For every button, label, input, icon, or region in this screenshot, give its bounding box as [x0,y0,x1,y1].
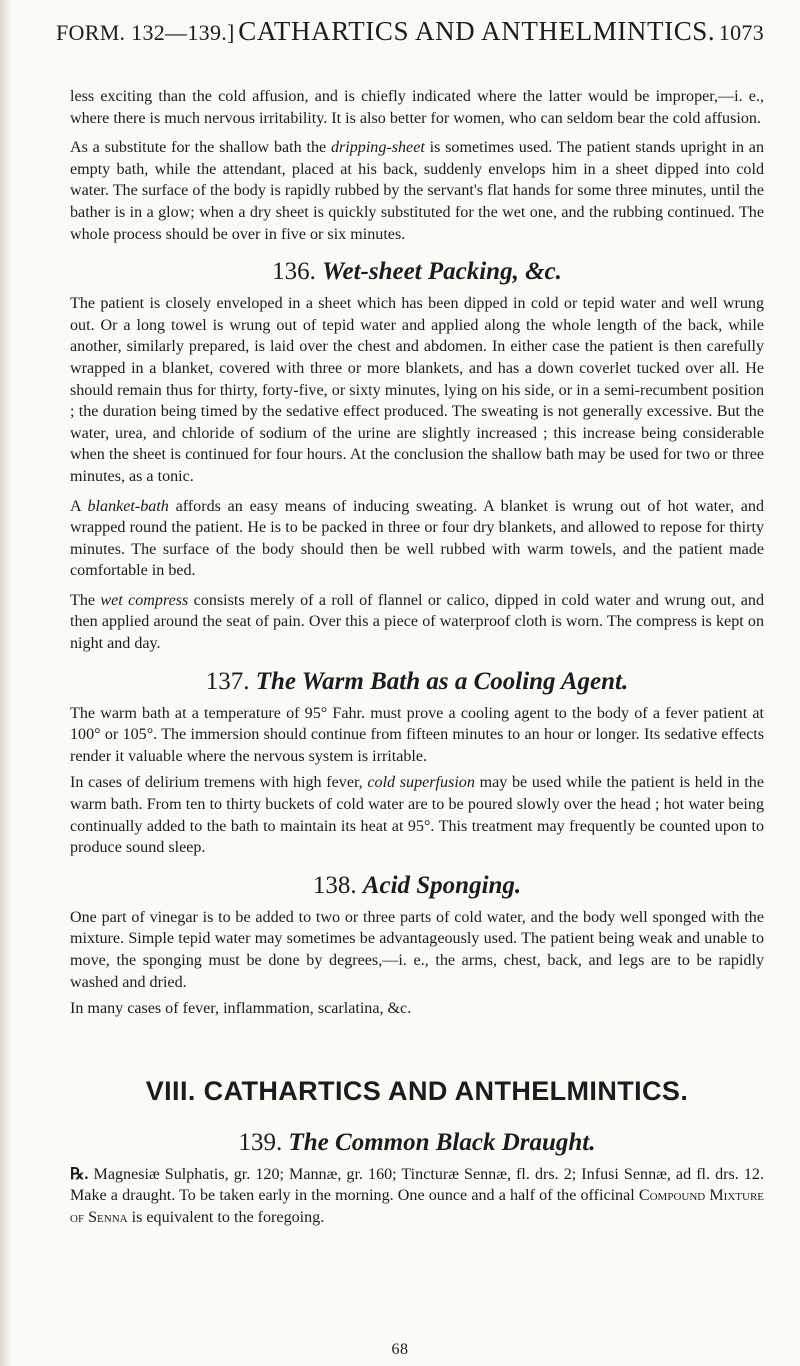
section-number: 137. [205,667,250,695]
paragraph-text: is equivalent to the foregoing. [127,1208,325,1226]
section-number: 138. [312,871,357,899]
paragraph-text: Magnesiæ Sulphatis, gr. 120; Mannæ, gr. 160; Tincturæ Sennæ, fl. drs. 2; Infusi Sennæ, ad fl. drs. 12. Make a draught. To be taken early in the morning. One ounce and a half of the officinal [70,1165,764,1205]
paragraph-affusion-end [70,86,764,129]
page-gutter-shadow [0,0,12,1366]
paragraph-text: As a substitute for the shallow bath the [70,139,331,157]
paragraph-wet-sheet [70,293,764,487]
page-number: 1073 [718,20,764,45]
section-heading-136 [70,257,764,287]
paragraph-text: may be used while the patient is held in the warm bath. From ten to thirty buckets of cold water are to be poured slowly over the head ; hot water being continually added to the bath to maintain its heat at 95°. This treatment may frequently be counted upon to produce sound sleep. [70,774,765,857]
paragraph-text: is sometimes used. The patient stands upright in an empty bath, while the attendant, placed at his back, suddenly envelops him in a sheet dipped into cold water. The surface of the body is rapidly rubbed by the servant's flat hands for some three minutes, until the bather is in a glow; when a dry sheet is quickly substituted for the wet one, and the rubbing continued. The whole process should be over in five or six minutes. [70,139,764,243]
paragraph-dripping-sheet [70,137,764,245]
section-title: Wet-sheet Packing, &c. [322,258,562,286]
paragraph-indications [70,998,764,1020]
paragraph-acid-sponging [70,907,764,993]
running-head-form-ref: FORM. 132—139.] [56,20,235,45]
recipe-symbol: ℞. [70,1165,89,1183]
paragraph-text: One part of vinegar is to be added to two or three parts of cold water, and the body well sponged with the mixture. Simple tepid water may sometimes be advantageously used. The patient being weak and unable to move, the sponging must be done by degrees,—i. e., the arms, chest, back, and legs are to be rapidly washed and dried. [70,908,764,991]
term-dripping-sheet: dripping-sheet [330,139,425,157]
term-cold-superfusion: cold superfusion [367,774,475,792]
paragraph-text: The [70,591,101,609]
section-title: The Warm Bath as a Cooling Agent. [255,667,629,695]
term-blanket-bath: blanket-bath [87,497,169,515]
paragraph-text: A [70,497,88,515]
section-heading-138 [70,871,764,901]
signature-mark: 68 [391,1341,409,1358]
term-wet-compress: wet compress [100,591,189,609]
running-head-title: CATHARTICS AND ANTHELMINTICS. [238,16,716,46]
paragraph-text: consists merely of a roll of flannel or calico, dipped in cold water and wrung out, and then applied around the seat of pain. Over this a piece of waterproof cloth is worn. The compress is kept on night and day. [70,591,764,653]
term-compound-mixture: Compound Mixture of Senna [70,1187,765,1226]
paragraph-text: In cases of delirium tremens with high fever, [70,774,368,792]
section-title: Acid Sponging. [362,871,522,899]
paragraph-text: In many cases of fever, inflammation, scarlatina, &c. [70,1000,412,1018]
running-head [56,16,764,56]
section-title: The Common Black Draught. [288,1128,596,1156]
paragraph-warm-bath [70,703,764,768]
paragraph-black-draught [70,1164,764,1229]
paragraph-delirium-tremens [70,772,764,858]
section-heading-137 [70,667,764,697]
page-body [70,86,764,1229]
paragraph-text: The patient is closely enveloped in a sheet which has been dipped in cold or tepid water and well wrung out. Or a long towel is wrung out of tepid water and applied along the whole length of the back, while another, similarly prepared, is laid over the chest and abdomen. In either case the patient is then carefully wrapped in a blanket, covered with three or more blankets, and has a down coverlet tucked over all. He should remain thus for thirty, forty-five, or sixty minutes, lying on his side, or in a semi-recumbent position ; the duration being timed by the sedative effect produced. The sweating is not generally excessive. But the water, urea, and chloride of sodium of the urine are slightly increased ; this increase being considerable when the sheet is continued for four hours. At the conclusion the shallow bath may be used for two or three minutes, as a tonic. [70,295,764,485]
paragraph-text: The warm bath at a temperature of 95° Fahr. must prove a cooling agent to the body of a fever patient at 100° or 105°. The immersion should continue from fifteen minutes to an hour or longer. Its sedative effects render it valuable where the nervous system is irritable. [70,704,764,765]
section-heading-139 [70,1128,764,1158]
section-number: 139. [238,1128,283,1156]
section-number: 136. [272,258,316,286]
paragraph-wet-compress [70,590,764,655]
paragraph-blanket-bath [70,496,764,582]
paragraph-text: affords an easy means of inducing sweating. A blanket is wrung out of hot water, and wrapped round the patient. He is to be packed in three or four dry blankets, and allowed to repose for thirty minutes. The surface of the body should then be well rubbed with warm towels, and the patient made comfortable in bed. [70,497,764,580]
paragraph-text: less exciting than the cold affusion, and is chiefly indicated where the latter would be improper,—i. e., where there is much nervous irritability. It is also better for women, who can seldom bear the cold affusion. [70,88,764,127]
chapter-heading: VIII. CATHARTICS AND ANTHELMINTICS. [145,1075,689,1106]
